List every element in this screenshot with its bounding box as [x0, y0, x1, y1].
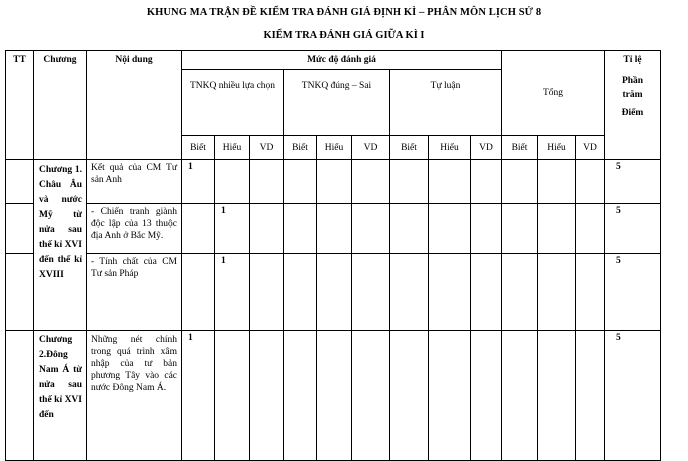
ti-le-value: 5	[605, 160, 661, 204]
tnkq-hieu-value	[215, 160, 250, 204]
ti-le-value: 5	[605, 254, 661, 331]
header-tu-luan: Tự luận	[390, 70, 502, 136]
chapter-label: Chương 2.Đông Nam Á từ nửa sau thế kỉ XVI đến	[34, 331, 87, 461]
table-row	[6, 254, 661, 331]
table-row	[6, 160, 661, 204]
header-chuong: Chương	[34, 51, 87, 160]
header-noi-dung: Nội dung	[87, 51, 182, 160]
col-hieu: Hiểu	[538, 136, 576, 160]
header-muc-do: Mức độ đánh giá	[182, 51, 502, 70]
col-biet: Biết	[390, 136, 429, 160]
content-cell: Những nét chính trong quá trình xâm nhập của tư bản phương Tây vào các nước Đông Nam Á.	[87, 331, 182, 461]
tnkq-hieu-value	[215, 331, 250, 461]
tnkq-hieu-value: 1	[215, 254, 250, 331]
col-vd: VD	[352, 136, 390, 160]
tnkq-biet-value	[182, 254, 215, 331]
tnkq-biet-value: 1	[182, 160, 215, 204]
document-subtitle: KIỂM TRA ĐÁNH GIÁ GIỮA KÌ I	[263, 30, 425, 41]
header-tong: Tổng	[502, 51, 605, 136]
content-cell: Kết quả của CM Tư sản Anh	[87, 160, 182, 204]
col-biet: Biết	[182, 136, 215, 160]
header-tt: TT	[6, 51, 34, 160]
table-row	[6, 331, 661, 461]
col-hieu: Hiểu	[215, 136, 250, 160]
ti-le-value: 5	[605, 331, 661, 461]
header-tnkq-nhieu: TNKQ nhiều lựa chọn	[182, 70, 284, 136]
diem-label: Điểm	[621, 108, 644, 118]
matrix-table	[5, 50, 661, 461]
document-title: KHUNG MA TRẬN ĐỀ KIỂM TRA ĐÁNH GIÁ ĐỊNH KÌ – PHÂN MÔN LỊCH SỬ 8	[146, 7, 542, 18]
col-vd: VD	[250, 136, 284, 160]
content-cell: - Chiến tranh giành độc lập của 13 thuộc địa Anh ở Bắc Mỹ.	[87, 204, 182, 254]
tnkq-biet-value: 1	[182, 331, 215, 461]
ti-le-label: Tỉ lệ	[623, 55, 642, 65]
col-vd: VD	[471, 136, 502, 160]
col-vd: VD	[576, 136, 605, 160]
ti-le-value: 5	[605, 204, 661, 254]
col-biet: Biết	[284, 136, 317, 160]
header-tnkq-dung-sai: TNKQ đúng – Sai	[284, 70, 390, 136]
tnkq-biet-value	[182, 204, 215, 254]
content-cell: - Tính chất của CM Tư sản Pháp	[87, 254, 182, 331]
tnkq-hieu-value: 1	[215, 204, 250, 254]
col-biet: Biết	[502, 136, 538, 160]
col-hieu: Hiểu	[429, 136, 471, 160]
table-row	[6, 204, 661, 254]
phan-tram-label: Phần trăm	[621, 76, 644, 100]
chapter-label: Chương 1. Châu Âu và nước Mỹ từ nửa sau thế kỉ XVI đến thế kỉ XVIII	[34, 160, 87, 331]
header-ti-le	[605, 51, 661, 160]
col-hieu: Hiểu	[317, 136, 352, 160]
